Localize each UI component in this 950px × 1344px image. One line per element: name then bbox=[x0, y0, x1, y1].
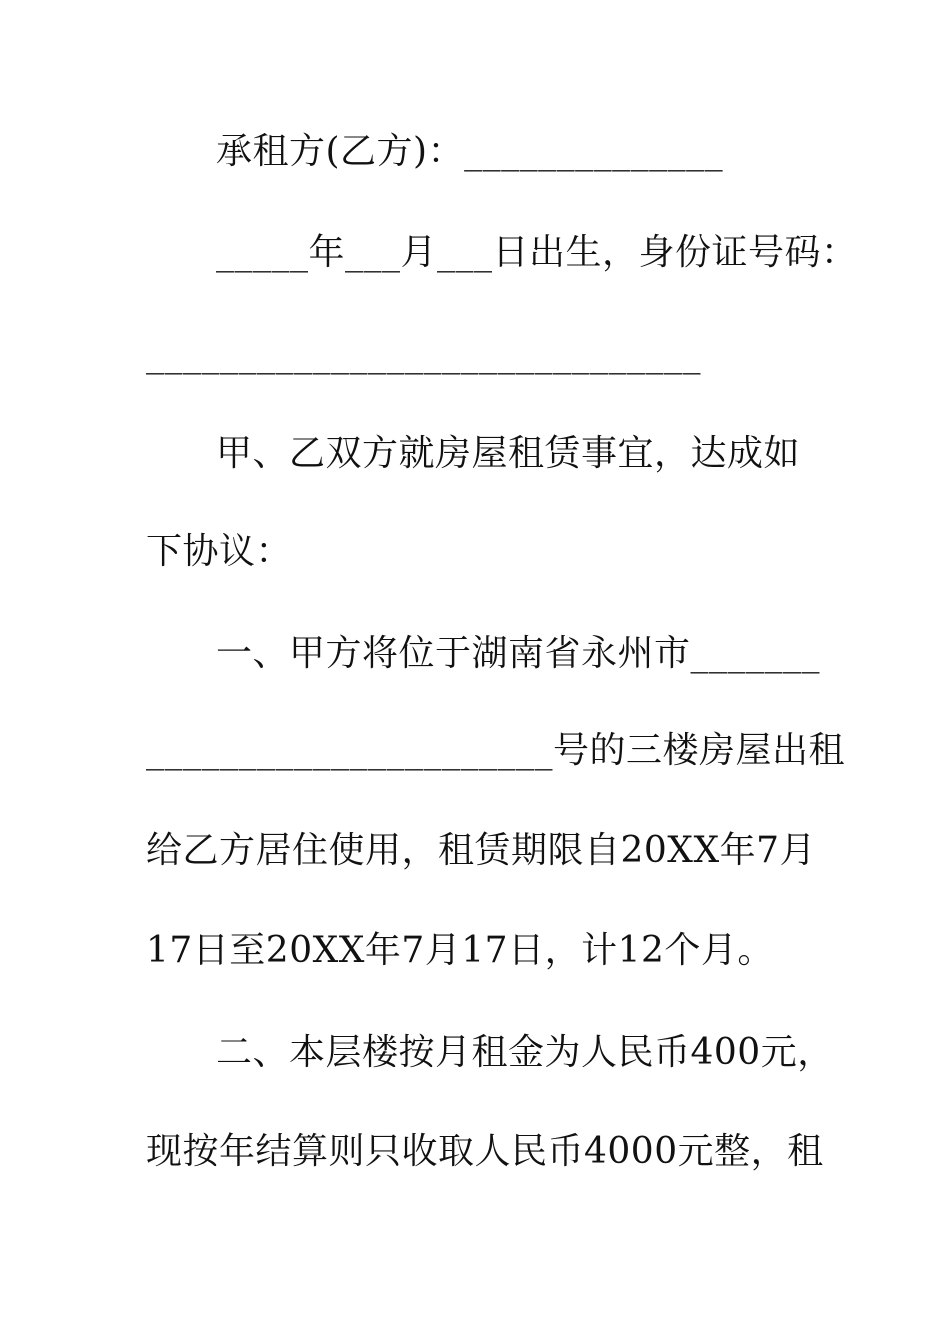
agreement-intro-line: 甲、乙双方就房屋租赁事宜，达成如 bbox=[216, 433, 801, 474]
birth-id-line: _____年___月___日出生，身份证号码： bbox=[216, 232, 858, 273]
clause-2-line-1: 二、本层楼按月租金为人民币400元， bbox=[216, 1032, 834, 1073]
agreement-intro-line-2: 下协议： bbox=[146, 531, 293, 572]
clause-1-line-1: 一、甲方将位于湖南省永州市_______ bbox=[216, 633, 821, 674]
clause-1-line-4: 17日至20XX年7月17日，计12个月。 bbox=[146, 930, 774, 971]
clause-1-line-2: ______________________号的三楼房屋出租 bbox=[146, 730, 846, 771]
tenant-party-line: 承租方(乙方)：______________ bbox=[216, 131, 724, 172]
clause-1-line-3: 给乙方居住使用，租赁期限自20XX年7月 bbox=[146, 830, 816, 871]
id-blank-line: ______________________________ bbox=[146, 334, 701, 375]
clause-2-line-2: 现按年结算则只收取人民币4000元整，租 bbox=[146, 1131, 824, 1172]
